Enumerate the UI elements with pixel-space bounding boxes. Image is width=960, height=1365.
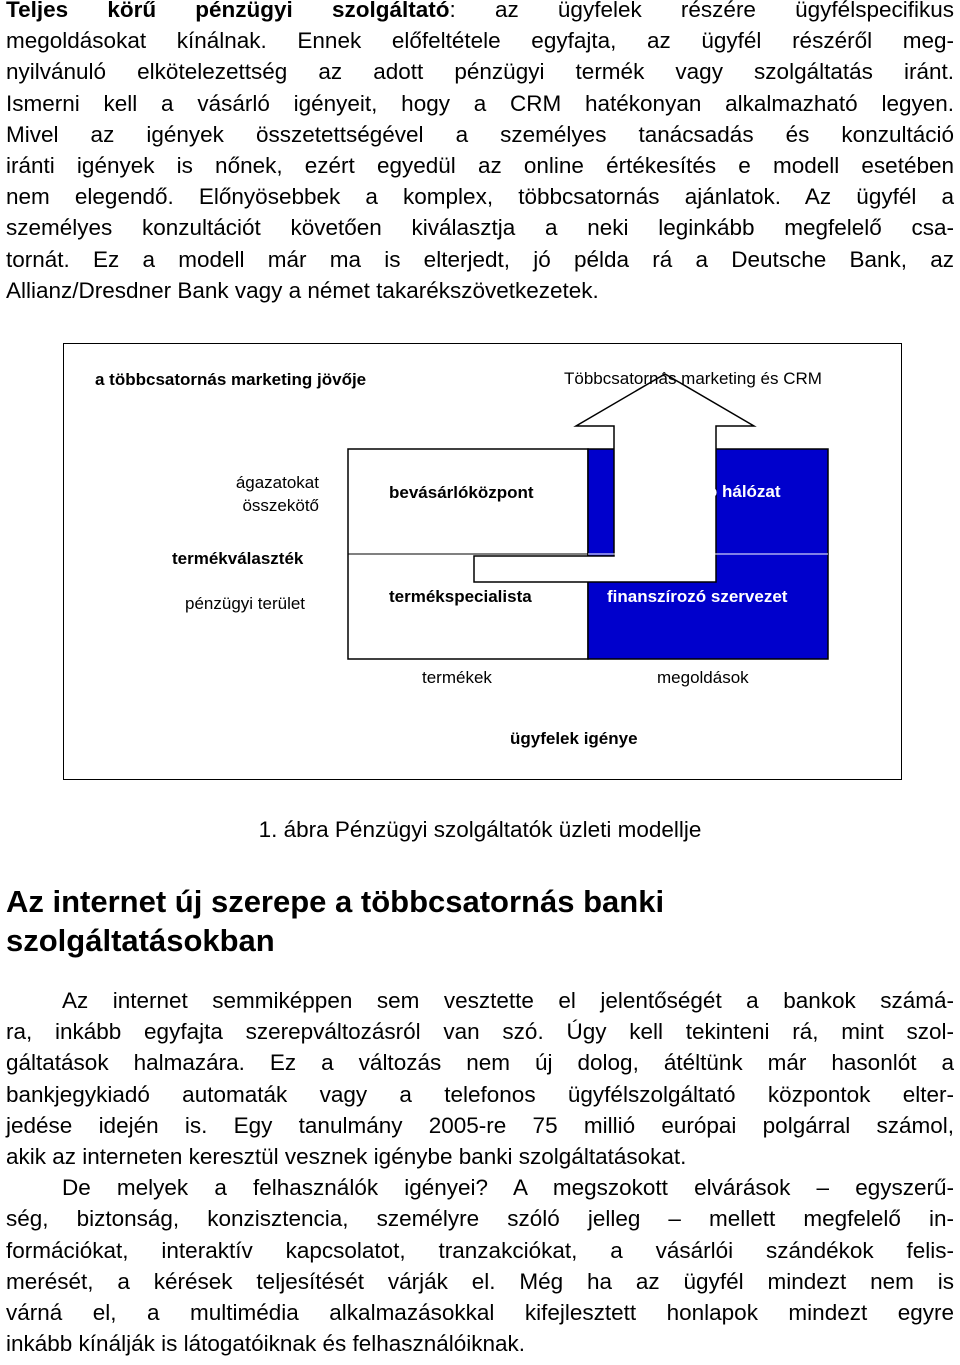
text-line: De melyek a felhasználók igényei? A megszokott elvárások – egyszerű- (62, 1175, 954, 1201)
text-line: iránti igények is nőnek, ezért egyedül az online értékesítés e modell esetében (6, 153, 954, 179)
text-line: akik az interneten keresztül vesznek igénybe banki szolgáltatásokat. (6, 1144, 687, 1170)
section-heading (6, 882, 664, 960)
cell-finanszirozo-szervezet: finanszírozó szervezet (607, 587, 788, 606)
business-model-diagram (63, 343, 902, 780)
text-fragment: : az ügyfelek részére ügyfélspecifikus (449, 0, 954, 22)
text-line: tornát. Ez a modell már ma is elterjedt, jó példa rá a Deutsche Bank, az (6, 246, 954, 272)
label-osszekoto: összekötő (242, 496, 319, 515)
text-line: ség, biztonság, konzisztencia, személyre szóló jelleg – mellett megfelelő in- (6, 1206, 954, 1232)
text-line: nem elegendő. Előnyösebbek a komplex, többcsatornás ajánlatok. Az ügyfél a (6, 184, 954, 210)
figure-caption: 1. ábra Pénzügyi szolgáltatók üzleti modellje (258, 817, 702, 842)
text-line: gáltatások halmazára. Ez a változás nem új dolog, átéltünk már hasonlót a (6, 1050, 954, 1076)
bold-term: Teljes körű pénzügyi szolgáltató (6, 0, 450, 22)
text-line: ra, inkább egyfajta szerepváltozásról van szó. Úgy kell tekinteni rá, mint szol- (6, 1019, 954, 1045)
text-line: jedése idején is. Egy tanulmány 2005-re 75 millió európai polgárral számol, (6, 1112, 954, 1138)
text-line: személyes konzultációt követően kiválasztja a neki leginkább megfelelő csa- (6, 215, 954, 241)
text-line: formációkat, interaktív kapcsolatot, tranzakciókat, a vásárlói szándékok felis- (6, 1237, 954, 1263)
text-line: Mivel az igények összetettségével a személyes tanácsadás és konzultáció (6, 121, 954, 147)
text-line: megoldásokat kínálnak. Ennek előfeltétele egyfajta, az ügyfél részéről meg- (6, 28, 954, 54)
text-line (6, 0, 954, 25)
label-termekek: termékek (422, 668, 492, 687)
text-line: bankjegykiadó automaták vagy a telefonos ügyfélszolgáltató központok elter- (6, 1081, 954, 1107)
text-line: Ismerni kell a vásárló igényeit, hogy a CRM hatékonyan alkalmazható legyen. (6, 90, 954, 116)
label-agazatokat: ágazatokat (235, 473, 319, 492)
text-line: nyilvánuló elkötelezettség az adott pénzügyi termék vagy szolgáltatás iránt. (6, 59, 954, 85)
label-ugyfelek-igenye: ügyfelek igénye (510, 729, 638, 748)
text-line: Az internet semmiképpen sem vesztette el jelentőségét a bankok számá- (62, 988, 954, 1013)
cell-termekspecialista: termékspecialista (389, 587, 532, 606)
text-line: inkább kínálják is látogatóiknak és felhasználóiknak. (6, 1331, 526, 1357)
text-line: Allianz/Dresdner Bank vagy a német takarékszövetkezetek. (6, 277, 599, 303)
diagram-title-right: Többcsatornás marketing és CRM (564, 369, 822, 388)
label-termekvalasztek: termékválaszték (172, 549, 304, 568)
label-megoldasok: megoldások (657, 668, 749, 687)
cell-kialakitando-halozat: kialakítandó hálózat (619, 482, 781, 501)
body-paragraph (6, 985, 954, 1359)
section-heading-line-1: Az internet új szerepe a többcsatornás banki (6, 884, 665, 919)
diagram-title-left: a többcsatornás marketing jövője (95, 370, 367, 389)
intro-paragraph (6, 0, 954, 306)
label-penzugyi-terulet: pénzügyi terület (185, 594, 306, 613)
text-line: várná el, a multimédia alkalmazásokkal kifejlesztett honlapok mindezt egyre (6, 1300, 954, 1326)
section-heading-line-2: szolgáltatásokban (6, 923, 275, 958)
cell-bevasarlokozpont: bevásárlóközpont (389, 483, 534, 502)
text-line: merését, a kérések teljesítését várják el. Még ha az ügyfél mindezt nem is (6, 1268, 954, 1294)
